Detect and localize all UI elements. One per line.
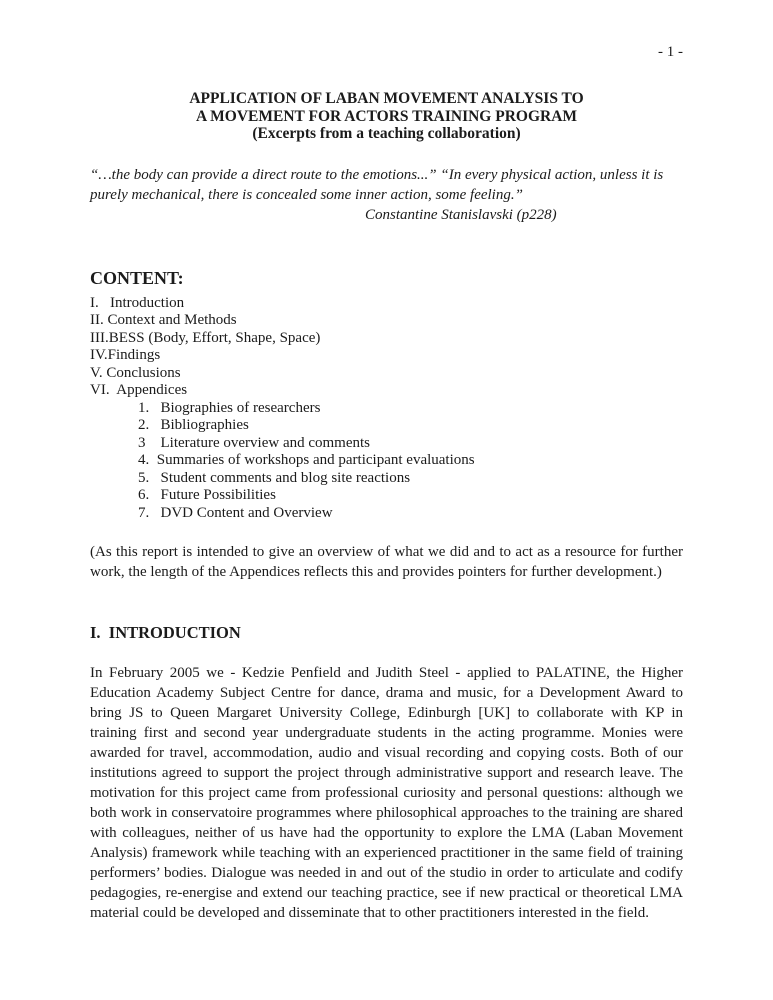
document-title <box>90 90 683 143</box>
epigraph-quote: “…the body can provide a direct route to the emotions...” “In every physical action, unless it is purely mechanical, there is concealed some inner action, some feeling.” <box>90 166 664 203</box>
quote-attribution: Constantine Stanislavski (p228) <box>365 206 557 223</box>
appendix-item-3: 3 Literature overview and comments <box>138 434 371 451</box>
page-number: - 1 - <box>658 44 683 60</box>
toc-item-bess: III.BESS (Body, Effort, Shape, Space) <box>90 329 321 346</box>
introduction-heading: I. INTRODUCTION <box>90 623 241 642</box>
title-line-3: (Excerpts from a teaching collaboration) <box>252 125 521 142</box>
title-line-2: A MOVEMENT FOR ACTORS TRAINING PROGRAM <box>195 107 578 125</box>
table-of-contents <box>90 295 683 523</box>
appendices-note: (As this report is intended to give an overview of what we did and to act as a resource for further work, the length of the Appendices reflects this and provides pointers for further development.) <box>90 544 683 580</box>
toc-item-findings: IV.Findings <box>90 347 161 363</box>
toc-item-context-methods: II. Context and Methods <box>90 312 237 328</box>
appendix-item-1: 1. Biographies of researchers <box>138 399 321 416</box>
appendix-item-4: 4. Summaries of workshops and participant evaluations <box>138 452 475 468</box>
toc-item-introduction: I. Introduction <box>90 294 185 311</box>
appendices-sublist <box>138 400 683 523</box>
toc-item-appendices: VI. Appendices <box>90 382 188 398</box>
introduction-paragraph: In February 2005 we - Kedzie Penfield and Judith Steel - applied to PALATINE, the Higher Education Academy Subject Centre for dance, drama and music, for a Development Award to bring JS to Queen Margaret University College, Edinburgh [UK] to collaborate with KP in training first and second year undergraduate students in the acting programme. Monies were awarded for travel, accommodation, audio and visual recording and copying costs. Both of our institutions agreed to support the project through administrative support and research leave. The motivation for this project came from professional curiosity and personal questions: although we both work in conservatoire programmes where philosophical approaches to the training are shared with colleagues, neither of us have had the opportunity to explore the LMA (Laban Movement Analysis) framework while teaching with an experienced practitioner in the same field of training performers’ bodies. Dialogue was needed in and out of the studio in order to articulate and codify pedagogies, re-energise and extend our teaching practice, see if new practical or theoretical LMA material could be developed and disseminate that to other practitioners interested in the field. <box>90 665 683 921</box>
appendix-item-2: 2. Bibliographies <box>138 417 249 433</box>
title-line-1: APPLICATION OF LABAN MOVEMENT ANALYSIS TO <box>189 90 584 107</box>
appendix-item-6: 6. Future Possibilities <box>138 487 276 503</box>
toc-item-conclusions: V. Conclusions <box>90 364 181 381</box>
appendix-item-5: 5. Student comments and blog site reactions <box>138 469 411 486</box>
appendix-item-7: 7. DVD Content and Overview <box>138 504 333 521</box>
content-heading: CONTENT: <box>90 267 184 288</box>
